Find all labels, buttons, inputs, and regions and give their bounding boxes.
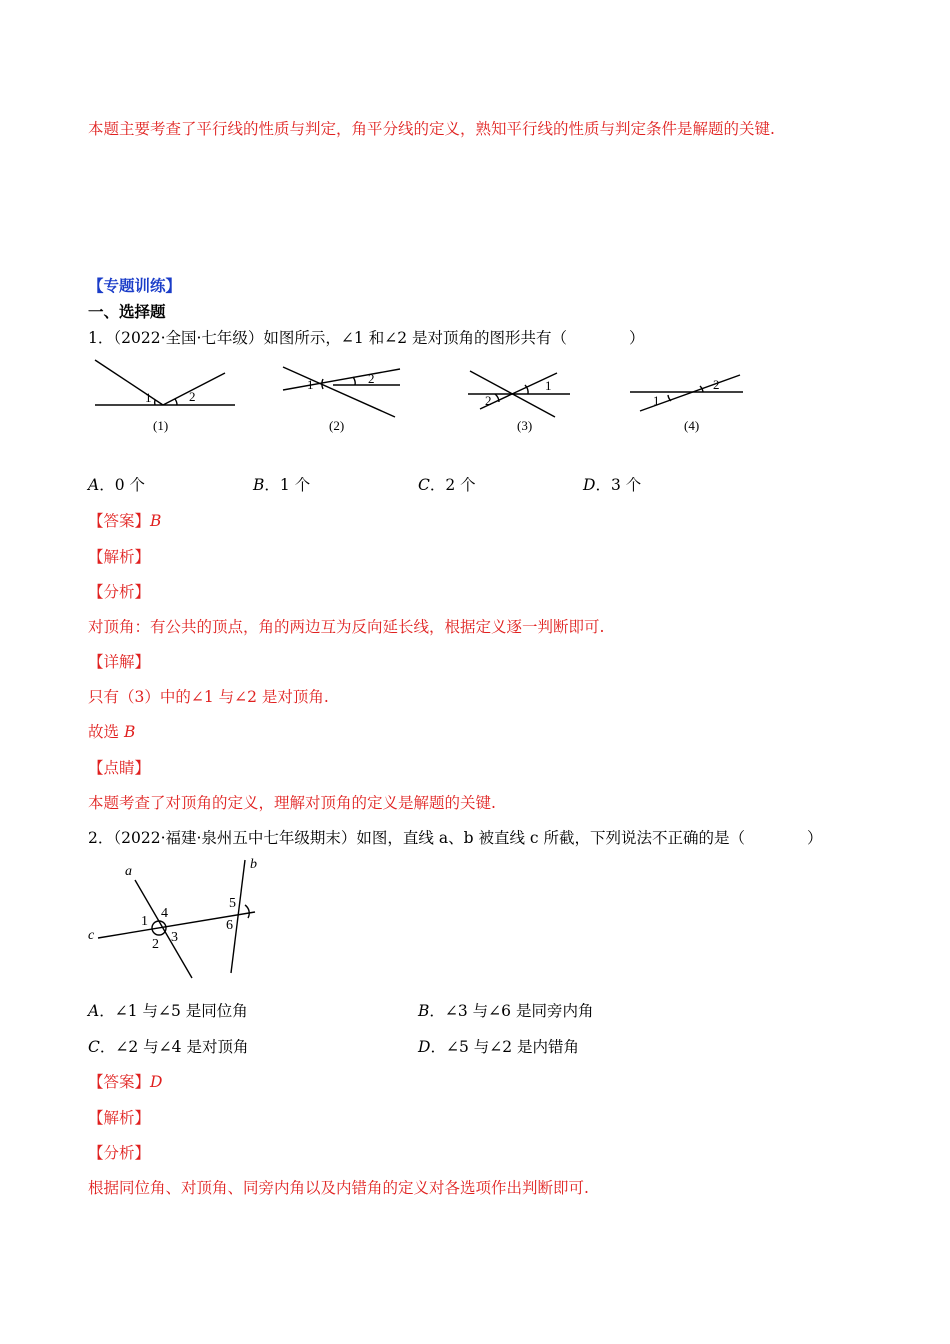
q2-fenxi-tag: 【分析】 — [88, 1144, 151, 1162]
q1-analysis-tag: 【解析】 — [88, 548, 151, 566]
fig3-caption: (3) — [517, 418, 533, 433]
q1-dianjing: 本题考查了对顶角的定义，理解对顶角的定义是解题的关键. — [88, 794, 496, 812]
fig1-angle-2: 2 — [189, 389, 196, 404]
summary-text: 本题主要考查了平行线的性质与判定，角平分线的定义，熟知平行线的性质与判定条件是解题的关键. — [88, 120, 775, 138]
label-angle-1: 1 — [141, 914, 148, 929]
q1-number: 1． — [88, 329, 114, 347]
label-angle-3: 3 — [171, 930, 178, 945]
q1-figures — [85, 355, 755, 440]
fig2-arc-1 — [322, 379, 323, 389]
fig4-angle-2: 2 — [713, 377, 720, 392]
q1-option-d[interactable]: D．3 个 — [583, 476, 642, 494]
fig4-caption: (4) — [684, 418, 700, 433]
q2-fenxi: 根据同位角、对顶角、同旁内角以及内错角的定义对各选项作出判断即可. — [88, 1179, 589, 1197]
label-angle-2: 2 — [152, 937, 159, 952]
fig3-angle-1: 1 — [545, 378, 552, 393]
fig1-angle-1: 1 — [145, 390, 152, 405]
fig2-line-b — [283, 367, 395, 417]
q1-option-c[interactable]: C．2 个 — [418, 476, 476, 494]
fig2-angle-2: 2 — [368, 371, 375, 386]
fig1-arc-2 — [175, 399, 177, 405]
fig2-arc-2 — [353, 377, 355, 385]
label-b: b — [250, 857, 257, 872]
label-angle-6: 6 — [226, 918, 233, 933]
fig1-caption: (1) — [153, 418, 169, 433]
line-b — [231, 860, 245, 973]
label-a: a — [125, 864, 132, 879]
label-angle-4: 4 — [161, 906, 168, 921]
q2-stem-text: （2022·福建·泉州五中七年级期末）如图，直线 a、b 被直线 c 所截，下列说法不正确的是（ ） — [113, 829, 823, 847]
q2-option-c[interactable]: C．∠2 与∠4 是对顶角 — [88, 1038, 249, 1056]
q1-stem — [88, 326, 644, 348]
q1-dianjing-tag: 【点睛】 — [88, 759, 151, 777]
q2-option-d[interactable]: D．∠5 与∠2 是内错角 — [418, 1038, 580, 1056]
q1-answer: 【答案】B — [88, 512, 162, 530]
fig3-angle-2: 2 — [485, 393, 492, 408]
arc-5-6 — [245, 905, 249, 918]
q1-guxuan: 故选 B — [88, 723, 136, 741]
q1-option-b[interactable]: B．1 个 — [253, 476, 311, 494]
fig1-ray-left — [95, 360, 163, 405]
q2-answer: 【答案】D — [88, 1073, 163, 1091]
q1-option-a[interactable]: A．0 个 — [88, 476, 146, 494]
fig2-caption: (2) — [329, 418, 345, 433]
q1-xiangjie: 只有（3）中的∠1 与∠2 是对顶角. — [88, 688, 329, 706]
q1-stem-text: （2022·全国·七年级）如图所示，∠1 和∠2 是对顶角的图形共有（ ） — [113, 329, 645, 347]
q2-number: 2． — [88, 829, 114, 847]
fig2-angle-1: 1 — [307, 377, 314, 392]
q2-analysis-tag: 【解析】 — [88, 1109, 151, 1127]
fig2-line-a — [283, 369, 400, 390]
q2-option-a[interactable]: A．∠1 与∠5 是同位角 — [88, 1002, 248, 1020]
line-a — [135, 880, 192, 978]
label-c: c — [88, 928, 95, 943]
q2-option-b[interactable]: B．∠3 与∠6 是同旁内角 — [418, 1002, 594, 1020]
section-tag: 【专题训练】 — [88, 276, 182, 295]
q1-fenxi-tag: 【分析】 — [88, 583, 151, 601]
q2-figure — [85, 855, 275, 985]
section-title: 一、选择题 — [88, 303, 166, 321]
q2-stem — [88, 826, 822, 848]
q1-xiangjie-tag: 【详解】 — [88, 653, 151, 671]
label-angle-5: 5 — [229, 896, 236, 911]
fig4-angle-1: 1 — [653, 393, 660, 408]
q1-fenxi: 对顶角：有公共的顶点，角的两边互为反向延长线，根据定义逐一判断即可. — [88, 618, 605, 636]
